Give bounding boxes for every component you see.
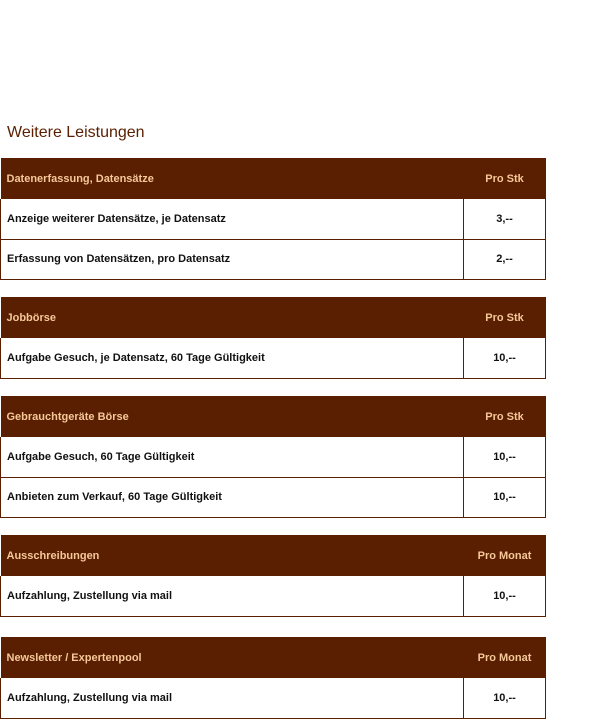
row-description: Aufzahlung, Zustellung via mail [1,678,464,718]
unit-header: Pro Stk [464,396,546,437]
table-row [1,477,546,517]
table-header [1,637,546,678]
row-description: Aufzahlung, Zustellung via mail [1,576,464,616]
row-price: 2,-- [464,239,546,279]
row-description: Aufgabe Gesuch, 60 Tage Gültigkeit [1,437,464,477]
section-title: Gebrauchtgeräte Börse [1,396,464,437]
table-row [1,437,546,477]
row-price: 10,-- [464,477,546,517]
table-row [1,338,546,378]
price-table-datenerfassung [0,158,546,280]
unit-header: Pro Monat [464,535,546,576]
row-price: 10,-- [464,576,546,616]
price-table-gebrauchtgeraete [0,396,546,518]
table-row [1,239,546,279]
page-title: Weitere Leistungen [7,124,145,141]
section-title: Newsletter / Expertenpool [1,637,464,678]
unit-header: Pro Stk [464,158,546,199]
table-header [1,396,546,437]
row-description: Anbieten zum Verkauf, 60 Tage Gültigkeit [1,477,464,517]
table-header [1,158,546,199]
row-description: Aufgabe Gesuch, je Datensatz, 60 Tage Gültigkeit [1,338,464,378]
section-title: Jobbörse [1,297,464,338]
table-row [1,576,546,616]
row-price: 10,-- [464,338,546,378]
table-row [1,678,546,718]
unit-header: Pro Stk [464,297,546,338]
price-table-ausschreibungen [0,535,546,617]
section-title: Datenerfassung, Datensätze [1,158,464,199]
row-description: Erfassung von Datensätzen, pro Datensatz [1,239,464,279]
unit-header: Pro Monat [464,637,546,678]
row-price: 10,-- [464,437,546,477]
row-description: Anzeige weiterer Datensätze, je Datensatz [1,199,464,239]
table-header [1,297,546,338]
table-header [1,535,546,576]
table-row [1,199,546,239]
row-price: 10,-- [464,678,546,718]
price-table-jobboerse [0,297,546,379]
row-price: 3,-- [464,199,546,239]
price-table-newsletter [0,637,546,719]
section-title: Ausschreibungen [1,535,464,576]
